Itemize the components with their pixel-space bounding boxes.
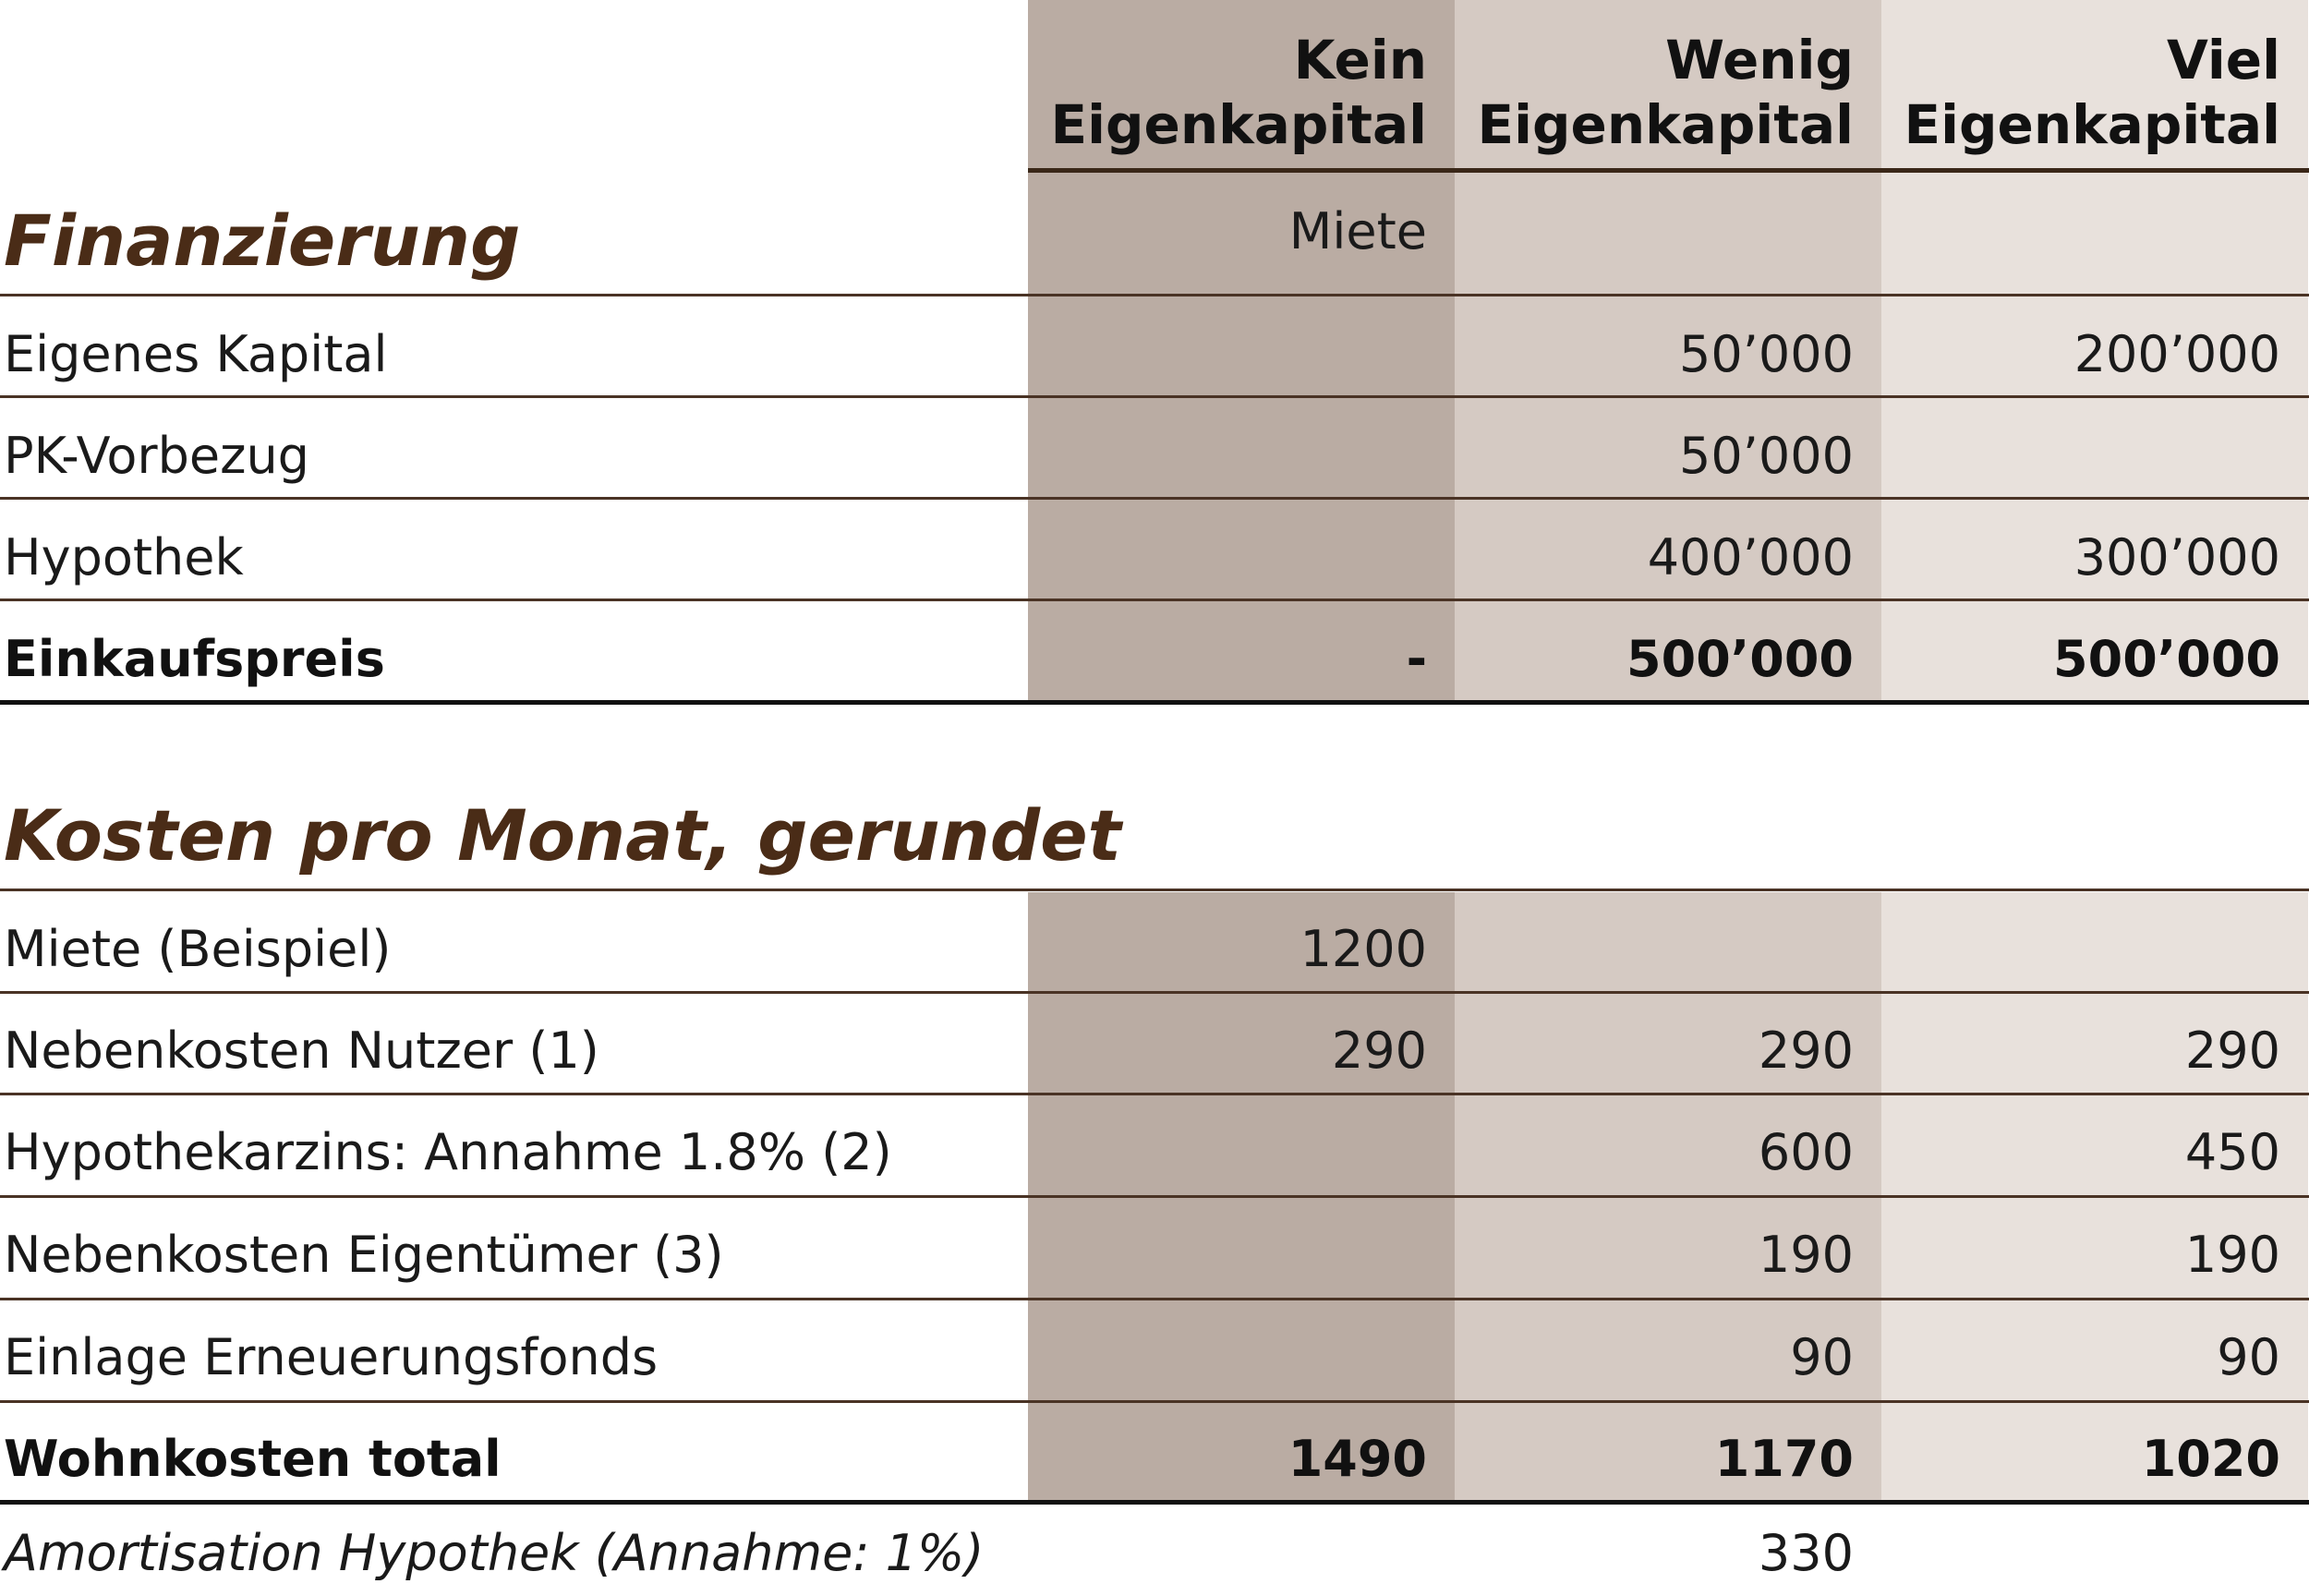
column-header-viel-eigenkapital <box>1881 28 2280 166</box>
cell-viel <box>1881 406 2280 506</box>
miete-note: Miete <box>1288 202 1427 260</box>
table-row <box>0 1308 2309 1408</box>
row-label: PK-Vorbezug <box>4 427 309 485</box>
total-rule <box>0 700 2309 705</box>
cell-viel <box>1881 900 2280 999</box>
cell-viel: 300’000 <box>2073 528 2280 586</box>
column-header-wenig-eigenkapital <box>1455 28 1854 166</box>
cell-kein <box>1028 1103 1427 1203</box>
row-label: Amortisation Hypothek (Annahme: 1%) <box>4 1524 985 1582</box>
cell-kein <box>1028 406 1427 506</box>
amortisation-row <box>0 1511 2309 1596</box>
row-divider <box>0 1093 2309 1095</box>
row-divider <box>0 294 2309 296</box>
row-label: Nebenkosten Nutzer (1) <box>4 1022 599 1080</box>
cell-kein: 1200 <box>1300 920 1427 978</box>
table-row <box>0 508 2309 608</box>
cell-wenig: 190 <box>1758 1226 1854 1284</box>
row-label: Nebenkosten Eigentümer (3) <box>4 1226 724 1284</box>
table-row <box>0 1205 2309 1305</box>
cell-wenig: 600 <box>1758 1123 1854 1181</box>
cell-viel: 450 <box>2184 1123 2280 1181</box>
cell-wenig: 50’000 <box>1679 427 1854 485</box>
table-row <box>0 1103 2309 1203</box>
column-header-line1: Viel <box>2167 29 2280 91</box>
cell-kein <box>1028 508 1427 608</box>
cell-wenig: 500’000 <box>1626 630 1854 688</box>
cell-wenig: 90 <box>1790 1328 1854 1386</box>
cell-viel: 1020 <box>2141 1430 2280 1488</box>
miete-note-row <box>0 181 2309 260</box>
row-divider <box>0 1298 2309 1300</box>
cell-kein: - <box>1406 630 1427 688</box>
table-row <box>0 305 2309 405</box>
row-divider <box>0 889 2309 891</box>
total-row-einkaufspreis <box>0 610 2309 709</box>
cell-viel: 500’000 <box>2053 630 2280 688</box>
column-header-line2: Eigenkapital <box>1050 93 1427 156</box>
column-header-line2: Eigenkapital <box>1904 93 2280 156</box>
cell-wenig: 400’000 <box>1647 528 1854 586</box>
total-row-wohnkosten <box>0 1409 2309 1509</box>
row-divider <box>0 598 2309 601</box>
column-header-kein-eigenkapital <box>1028 28 1427 166</box>
row-divider <box>0 395 2309 398</box>
total-rule <box>0 1500 2309 1505</box>
column-header-line1: Kein <box>1293 29 1427 91</box>
table-row <box>0 406 2309 506</box>
cell-viel: 190 <box>2184 1226 2280 1284</box>
cell-wenig: 290 <box>1758 1022 1854 1080</box>
row-divider <box>0 497 2309 500</box>
cell-kein <box>1028 1511 1427 1596</box>
row-divider <box>0 991 2309 994</box>
cell-kein <box>1028 1205 1427 1305</box>
row-divider <box>0 1400 2309 1403</box>
cell-kein: 290 <box>1331 1022 1427 1080</box>
cell-viel: 90 <box>2217 1328 2280 1386</box>
cell-wenig: 50’000 <box>1679 325 1854 383</box>
row-label: Wohnkosten total <box>4 1430 502 1488</box>
table-row <box>0 900 2309 999</box>
cell-wenig: 330 <box>1758 1524 1854 1582</box>
row-label: Eigenes Kapital <box>4 325 388 383</box>
row-label: Miete (Beispiel) <box>4 920 392 978</box>
table-row <box>0 1001 2309 1101</box>
cell-viel: 290 <box>2184 1022 2280 1080</box>
cell-viel: 200’000 <box>2073 325 2280 383</box>
cell-kein: 1490 <box>1287 1430 1427 1488</box>
row-label: Hypothekarzins: Annahme 1.8% (2) <box>4 1123 892 1181</box>
cell-wenig: 1170 <box>1714 1430 1854 1488</box>
column-header-line1: Wenig <box>1665 29 1854 91</box>
section-title-finanzierung: Finanzierung <box>4 200 521 282</box>
row-divider <box>0 1195 2309 1198</box>
row-label: Einlage Erneuerungsfonds <box>4 1328 659 1386</box>
cell-viel <box>1881 1511 2280 1596</box>
cell-kein <box>1028 1308 1427 1408</box>
row-label: Einkaufspreis <box>4 630 385 688</box>
column-header-line2: Eigenkapital <box>1477 93 1854 156</box>
cell-kein <box>1028 305 1427 405</box>
row-label: Hypothek <box>4 528 244 586</box>
header-rule <box>1028 168 2309 173</box>
section-title-kosten: Kosten pro Monat, gerundet <box>4 794 1121 877</box>
cell-wenig <box>1455 900 1854 999</box>
